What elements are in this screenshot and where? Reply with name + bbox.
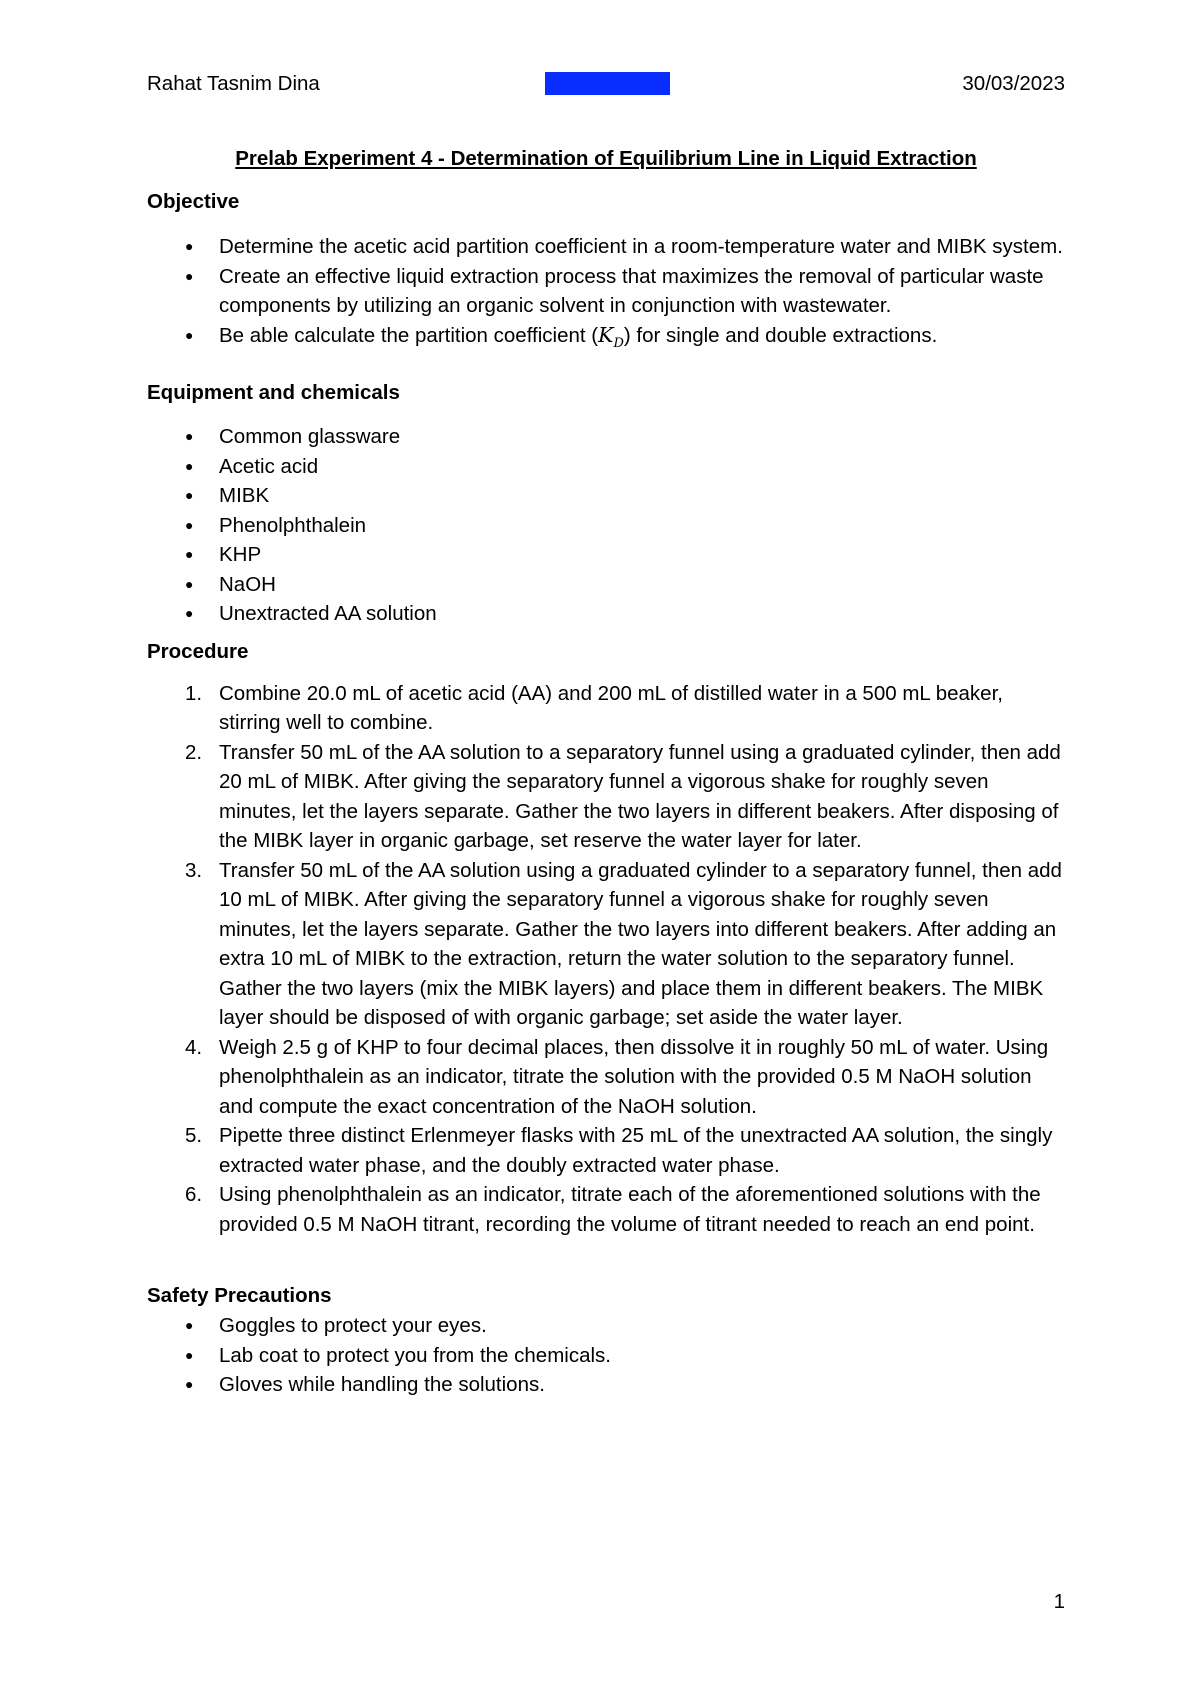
bullet-icon: ● [185,1317,194,1334]
list-item [147,540,1065,570]
objective-item-text: Create an effective liquid extraction process that maximizes the removal of particular waste components by utilizing an organic solvent in conjunction with wastewater. [219,264,1044,317]
equipment-item-text: NaOH [219,572,276,596]
objective-item-text: Determine the acetic acid partition coefficient in a room-temperature water and MIBK system. [219,235,1063,258]
redacted-block [545,72,670,95]
list-item [147,321,1065,359]
equipment-item-text: Acetic acid [219,454,319,478]
list-item [147,232,1065,262]
list-item [147,738,1065,856]
step-number: 5. [185,1124,203,1148]
objective-list [147,232,1065,358]
list-item [147,1370,1065,1400]
equipment-item-text: MIBK [219,484,270,508]
list-item [147,856,1065,1033]
procedure-step-text: Using phenolphthalein as an indicator, titrate each of the aforementioned solutions with the provided 0.5 M NaOH titrant, recording the volume of titrant needed to reach an end point. [219,1183,1041,1236]
list-item [147,679,1065,738]
bullet-icon: ● [185,267,194,284]
list-item [147,422,1065,452]
list-item [147,481,1065,511]
list-item [147,452,1065,482]
list-item [147,1341,1065,1371]
step-number: 4. [185,1035,203,1059]
list-item [147,262,1065,321]
list-item [147,511,1065,541]
safety-list [147,1311,1065,1400]
list-item [147,599,1065,629]
equipment-item-text: Phenolphthalein [219,513,367,537]
document-title: Prelab Experiment 4 - Determination of Equilibrium Line in Liquid Extraction [235,147,977,170]
list-item [147,1121,1065,1180]
document-body [147,146,1065,1400]
equipment-item-text: Common glassware [219,425,401,449]
step-number: 1. [185,681,203,705]
list-item [147,1311,1065,1341]
procedure-step-text: Transfer 50 mL of the AA solution using a graduated cylinder to a separatory funnel, then add 10 mL of MIBK. After giving the separatory funnel a vigorous shake for roughly seven minutes, let the layers separate. Gather the two layers into different beakers. After adding an extra 10 mL of MIBK to the extraction, return the water solution to the separatory funnel. Gather the two layers (mix the MIBK layers) and place them in different beakers. The MIBK layer should be disposed of with organic garbage; set aside the water layer. [219,858,1062,1030]
safety-item-text: Lab coat to protect you from the chemicals. [219,1343,611,1367]
bullet-icon: ● [185,575,194,592]
bullet-icon: ● [185,546,194,563]
procedure-heading: Procedure [147,639,249,663]
bullet-icon: ● [185,1376,194,1393]
header-date: 30/03/2023 [962,72,1065,95]
safety-heading: Safety Precautions [147,1284,332,1308]
bullet-icon: ● [185,487,194,504]
bullet-icon: ● [185,238,194,254]
bullet-icon: ● [185,428,194,445]
author-name: Rahat Tasnim Dina [147,72,320,95]
objective-item-text: Be able calculate the partition coefficient [219,323,586,347]
objective-item-suffix: for single and double extractions. [636,323,938,347]
bullet-icon: ● [185,1346,194,1363]
equipment-heading: Equipment and chemicals [147,381,400,405]
bullet-icon: ● [185,605,194,622]
procedure-step-text: Pipette three distinct Erlenmeyer flasks with 25 mL of the unextracted AA solution, the singly extracted water phase, and the doubly extracted water phase. [219,1124,1053,1177]
page-number: 1 [1053,1590,1065,1613]
bullet-icon: ● [185,326,194,343]
step-number: 2. [185,740,203,764]
safety-item-text: Goggles to protect your eyes. [219,1314,487,1338]
list-item [147,1180,1065,1239]
equipment-item-text: Unextracted AA solution [219,602,437,626]
safety-item-text: Gloves while handling the solutions. [219,1373,545,1397]
list-item [147,1033,1065,1122]
procedure-step-text: Transfer 50 mL of the AA solution to a separatory funnel using a graduated cylinder, then add 20 mL of MIBK. After giving the separatory funnel a vigorous shake for roughly seven minutes, let the layers separate. Gather the two layers in different beakers. After disposing of the MIBK layer in organic garbage, set reserve the water layer for later. [219,740,1061,853]
objective-heading: Objective [147,190,240,213]
step-number: 3. [185,858,203,882]
bullet-icon: ● [185,457,194,474]
equipment-item-text: KHP [219,543,262,567]
procedure-step-text: Combine 20.0 mL of acetic acid (AA) and 200 mL of distilled water in a 500 mL beaker, stirring well to combine. [219,681,1003,735]
procedure-step-text: Weigh 2.5 g of KHP to four decimal places, then dissolve it in roughly 50 mL of water. Using phenolphthalein as an indicator, titrate the solution with the provided 0.5 M NaOH solution and compute the exact concentration of the NaOH solution. [219,1035,1049,1118]
equipment-list [147,422,1065,629]
page-header [147,72,1065,102]
step-number: 6. [185,1183,203,1207]
bullet-icon: ● [185,516,194,533]
list-item [147,570,1065,600]
partition-coefficient-symbol: $(K_D)$ [591,322,631,351]
procedure-list [147,679,1065,1240]
